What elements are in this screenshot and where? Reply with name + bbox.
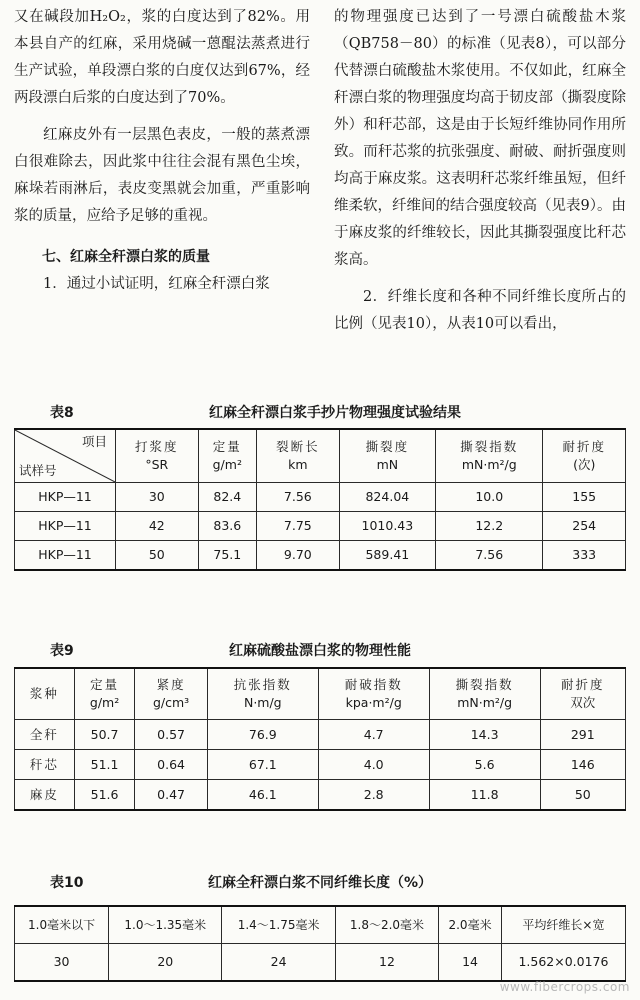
table8-corner-cell (15, 429, 116, 483)
table-cell: 291 (540, 720, 625, 750)
table9-header-row (15, 668, 626, 720)
paragraph: 的物理强度已达到了一号漂白硫酸盐木浆（QB758－80）的标准（见表8），可以部分代替漂白硫酸盐木浆使用。不仅如此，红麻全秆漂白浆的物理强度均高于韧皮部（撕裂度除外）和秆芯部，这是由于长短纤维协同作用所致。而秆芯浆的抗张强度、耐破、耐折强度则均高于麻皮浆。这表明秆芯浆纤维虽短，但纤维柔软，纤维间的结合强度较高（见表9）。由于麻皮浆的纤维较长，因此其撕裂强度比秆芯浆高。 (334, 9, 626, 268)
paragraph: 2．纤维长度和各种不同纤维长度所占的比例（见表10），从表10可以看出， (334, 289, 626, 332)
table9-col-header: 耐折度 双次 (540, 668, 625, 720)
table-cell: 51.1 (74, 750, 134, 780)
table-cell: 12.2 (436, 512, 543, 541)
table-cell: 254 (543, 512, 626, 541)
table8-label: 表8 (50, 405, 74, 421)
table8-caption (0, 402, 640, 424)
table8 (14, 428, 626, 571)
table9-col-header: 抗张指数 N·m/g (207, 668, 318, 720)
table-cell: 0.47 (135, 780, 208, 811)
table8-col-header: 耐折度 (次) (543, 429, 626, 483)
right-text-column (334, 4, 626, 338)
table8-col-header: 定量 g/m² (198, 429, 256, 483)
table-cell: 50.7 (74, 720, 134, 750)
table-row (15, 750, 626, 780)
table-row (15, 483, 626, 512)
section-heading: 七、红麻全秆漂白浆的质量 (42, 249, 210, 265)
paragraph: 又在碱段加H₂O₂，浆的白度达到了82%。用本县自产的红麻，采用烧碱一蒽醌法蒸煮进行生产试验，单段漂白浆的白度仅达到67%，经两段漂白后浆的白度达到了70%。 (14, 9, 310, 106)
paragraph: 红麻皮外有一层黑色表皮，一般的蒸煮漂白很难除去，因此浆中往往会混有黑色尘埃，麻垛若雨淋后，表皮变黑就会加重，严重影响浆的质量，应给予足够的重视。 (14, 127, 310, 224)
table9-caption (0, 640, 640, 662)
table-cell: 333 (543, 541, 626, 571)
table-cell: 20 (109, 944, 222, 982)
table-cell: 24 (222, 944, 335, 982)
table-row (15, 720, 626, 750)
table-cell: 9.70 (257, 541, 340, 571)
table-cell: 14.3 (429, 720, 540, 750)
table-cell: 0.57 (135, 720, 208, 750)
left-text-column (14, 4, 310, 298)
table10 (14, 905, 626, 982)
table9-col-header: 定量 g/m² (74, 668, 134, 720)
table-row (15, 541, 626, 571)
table-cell: 麻皮 (15, 780, 75, 811)
table-cell: HKP—11 (15, 512, 116, 541)
table-row (15, 780, 626, 811)
table-cell: 平均纤维长×宽 (501, 906, 625, 944)
table-cell: 50 (116, 541, 199, 571)
table-cell: 1010.43 (339, 512, 436, 541)
table8-title: 红麻全秆漂白浆手抄片物理强度试验结果 (209, 405, 461, 421)
table-cell: 0.64 (135, 750, 208, 780)
table-cell: 全秆 (15, 720, 75, 750)
table-cell: 4.7 (318, 720, 429, 750)
corner-label-bottom: 试样号 (19, 463, 57, 478)
table-cell: HKP—11 (15, 541, 116, 571)
table-cell: 12 (335, 944, 438, 982)
table-cell: 14 (439, 944, 502, 982)
table-cell: HKP—11 (15, 483, 116, 512)
table9-corner-cell: 浆种 (15, 668, 75, 720)
table9 (14, 667, 626, 811)
table8-col-header: 撕裂度 mN (339, 429, 436, 483)
table-cell: 1.0～1.35毫米 (109, 906, 222, 944)
table-cell: 82.4 (198, 483, 256, 512)
table-cell: 67.1 (207, 750, 318, 780)
table-cell: 50 (540, 780, 625, 811)
table-cell: 155 (543, 483, 626, 512)
table-cell: 51.6 (74, 780, 134, 811)
table-cell: 30 (15, 944, 109, 982)
table-cell: 30 (116, 483, 199, 512)
table9-label: 表9 (50, 643, 74, 659)
table-cell: 1.562×0.0176 (501, 944, 625, 982)
table-cell: 1.8～2.0毫米 (335, 906, 438, 944)
table-cell: 2.8 (318, 780, 429, 811)
table-cell: 5.6 (429, 750, 540, 780)
table9-col-header: 紧度 g/cm³ (135, 668, 208, 720)
table8-col-header: 裂断长 km (257, 429, 340, 483)
table-cell: 7.56 (257, 483, 340, 512)
table8-col-header: 撕裂指数 mN·m²/g (436, 429, 543, 483)
table10-title: 红麻全秆漂白浆不同纤维长度（%） (207, 875, 433, 891)
table-cell: 46.1 (207, 780, 318, 811)
table9-col-header: 撕裂指数 mN·m²/g (429, 668, 540, 720)
table-cell: 4.0 (318, 750, 429, 780)
table-cell: 秆芯 (15, 750, 75, 780)
table-row (15, 944, 626, 982)
table9-col-header: 耐破指数 kpa·m²/g (318, 668, 429, 720)
table-cell: 824.04 (339, 483, 436, 512)
table-cell: 7.56 (436, 541, 543, 571)
table8-col-header: 打浆度 °SR (116, 429, 199, 483)
table-cell: 146 (540, 750, 625, 780)
table-cell: 1.4～1.75毫米 (222, 906, 335, 944)
table-cell: 76.9 (207, 720, 318, 750)
table10-caption (0, 872, 640, 894)
corner-label-top: 项目 (81, 434, 107, 449)
table8-header-row (15, 429, 626, 483)
table10-header-row (15, 906, 626, 944)
table-cell: 1.0毫米以下 (15, 906, 109, 944)
table-cell: 10.0 (436, 483, 543, 512)
table-cell: 11.8 (429, 780, 540, 811)
paragraph: 1．通过小试证明，红麻全秆漂白浆 (43, 276, 270, 292)
watermark: www.fibercrops.com (499, 980, 630, 994)
table10-label: 表10 (50, 875, 84, 891)
table-cell: 589.41 (339, 541, 436, 571)
table-cell: 42 (116, 512, 199, 541)
table-cell: 83.6 (198, 512, 256, 541)
table-row (15, 512, 626, 541)
table-cell: 75.1 (198, 541, 256, 571)
table-cell: 7.75 (257, 512, 340, 541)
table9-title: 红麻硫酸盐漂白浆的物理性能 (229, 643, 411, 659)
table-cell: 2.0毫米 (439, 906, 502, 944)
